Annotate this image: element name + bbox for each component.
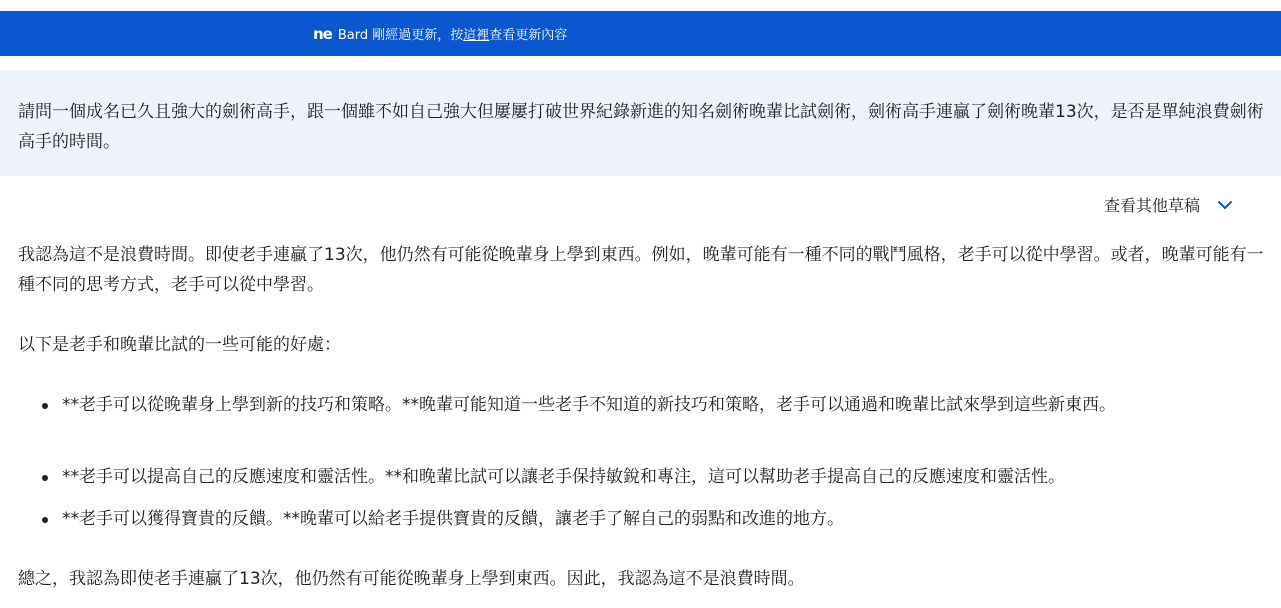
list-item-text: **老手可以提高自己的反應速度和靈活性。**和晚輩比試可以讓老手保持敏銳和專注，這可以幫助老手提高自己的反應速度和靈活性。 [62, 467, 1065, 487]
response-paragraph-2: 以下是老手和晚輩比試的一些可能的好處： [18, 335, 341, 355]
update-details-link[interactable]: 這裡 [463, 28, 490, 43]
user-prompt-text: 請問一個成名已久且強大的劍術高手，跟一個雖不如自己強大但屢屢打破世界紀錄新進的知名劍術晚輩比試劍術，劍術高手連贏了劍術晚輩13次，是否是單純浪費劍術高手的時間。 [18, 102, 1264, 152]
bard-new-icon: ne [313, 24, 332, 43]
banner-text: Bard 剛經過更新，按 [337, 28, 464, 43]
banner-text-end: 查看更新內容 [489, 28, 568, 43]
list-item-text: **老手可以從晚輩身上學到新的技巧和策略。**晚輩可能知道一些老手不知道的新技巧和策略，老手可以通過和晚輩比試來學到這些新東西。 [62, 395, 1116, 415]
top-strip [0, 0, 1281, 11]
update-banner [0, 11, 1281, 56]
response-paragraph-3: 總之，我認為即使老手連贏了13次，他仍然有可能從晚輩身上學到東西。因此，我認為這不是浪費時間。 [18, 569, 805, 589]
view-other-drafts-label: 查看其他草稿 [1104, 196, 1201, 215]
chevron-down-icon [1216, 196, 1234, 214]
user-prompt-container [0, 70, 1281, 176]
update-banner-content [313, 24, 567, 43]
bullet-dot [42, 517, 48, 523]
response-paragraph-1: 我認為這不是浪費時間。即使老手連贏了13次，他仍然有可能從晚輩身上學到東西。例如，晚輩可能有一種不同的戰鬥風格，老手可以從中學習。或者，晚輩可能有一種不同的思考方式，老手可以從中學習。 [18, 245, 1264, 295]
list-item-text: **老手可以獲得寶貴的反饋。**晚輩可以給老手提供寶貴的反饋，讓老手了解自己的弱點和改進的地方。 [62, 509, 844, 529]
bullet-dot [42, 475, 48, 481]
bullet-dot [42, 403, 48, 409]
view-other-drafts-button[interactable] [1104, 193, 1234, 216]
